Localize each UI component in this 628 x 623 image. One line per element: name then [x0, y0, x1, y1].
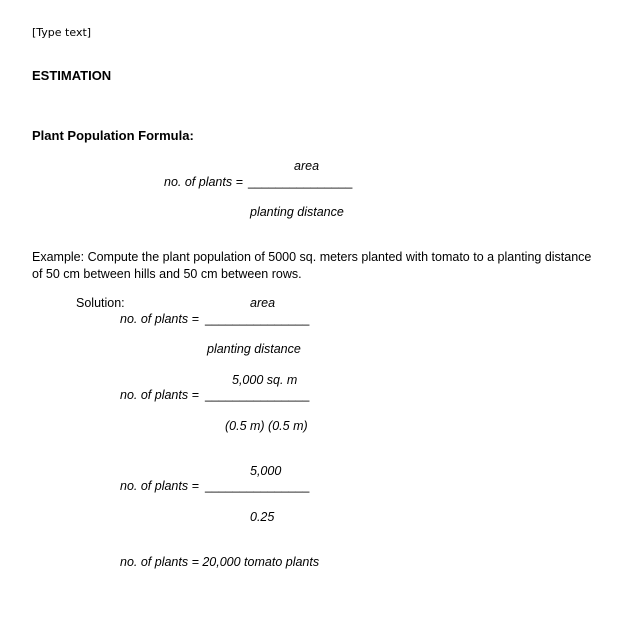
- formula-denominator: planting distance: [250, 205, 344, 219]
- example-paragraph: Example: Compute the plant population of 5000 sq. meters planted with tomato to a planting distance of 50 cm between hills and 50 cm between rows.: [32, 250, 592, 281]
- step1-denominator: planting distance: [207, 342, 301, 356]
- step2-fraction-line: _______________: [205, 388, 310, 402]
- document-title: ESTIMATION: [32, 68, 112, 83]
- step3-lhs: no. of plants =: [120, 479, 199, 493]
- step3-numerator: 5,000: [250, 464, 282, 478]
- step2-numerator: 5,000 sq. m: [232, 373, 298, 387]
- step1-numerator: area: [250, 296, 276, 310]
- step3-fraction-line: _______________: [205, 479, 310, 493]
- solution-label: Solution:: [76, 296, 125, 310]
- formula-numerator: area: [294, 159, 320, 173]
- step1-lhs: no. of plants =: [120, 312, 199, 326]
- step2-denominator: (0.5 m) (0.5 m): [225, 419, 308, 433]
- solution-result: no. of plants = 20,000 tomato plants: [120, 555, 320, 569]
- formula-fraction-line: _______________: [248, 175, 353, 189]
- step3-denominator: 0.25: [250, 510, 275, 524]
- step1-fraction-line: _______________: [205, 312, 310, 326]
- step2-lhs: no. of plants =: [120, 388, 199, 402]
- formula-lhs: no. of plants =: [164, 175, 243, 189]
- page-header-placeholder: [Type text]: [32, 26, 92, 39]
- formula-heading: Plant Population Formula:: [32, 128, 194, 143]
